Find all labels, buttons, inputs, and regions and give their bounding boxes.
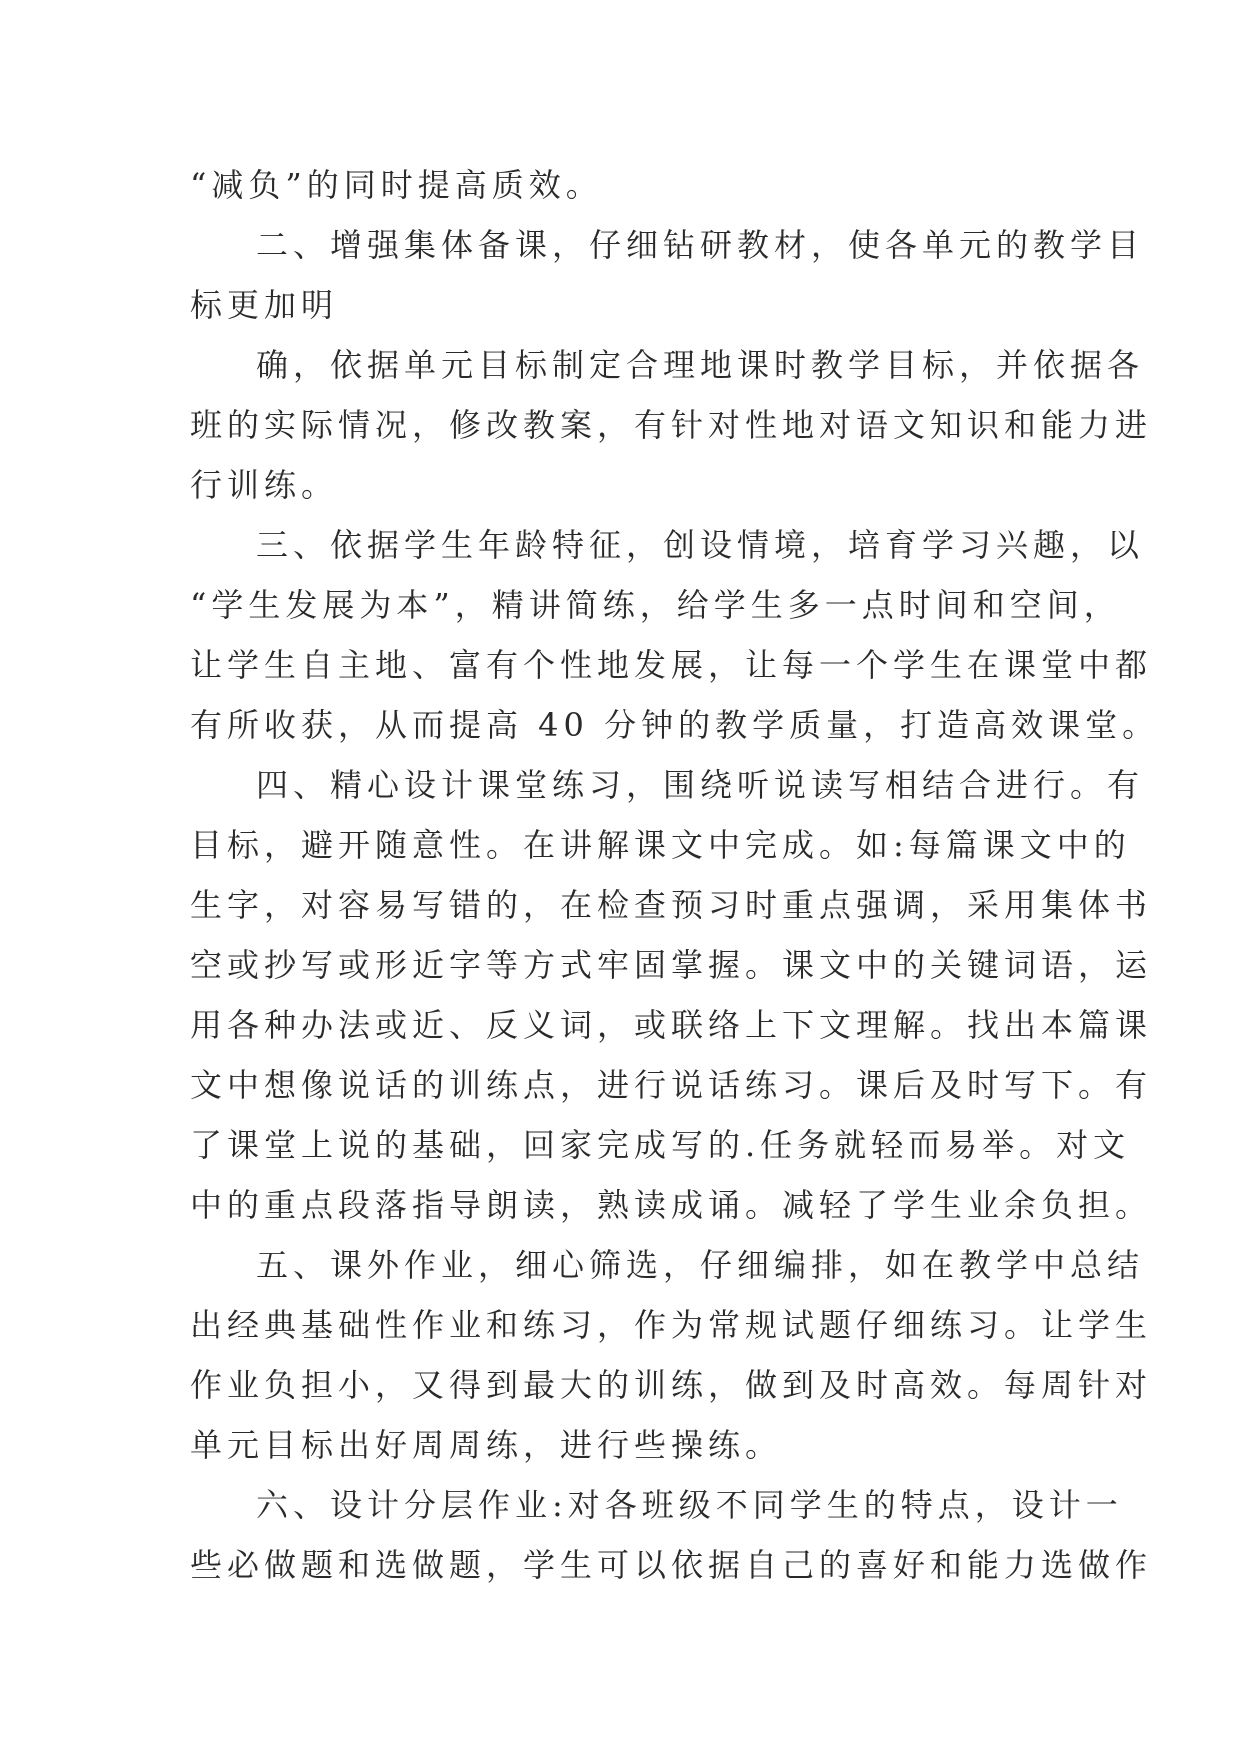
paragraph-3-line-1: 确，依据单元目标制定合理地课时教学目标，并依据各 xyxy=(256,346,1145,384)
text-line: 标更加明 xyxy=(190,286,339,324)
text-line: 单元目标出好周周练，进行些操练。 xyxy=(190,1426,783,1464)
text-line: 用各种办法或近、反义词，或联络上下文理解。找出本篇课 xyxy=(190,1006,1153,1044)
text-line: 班的实际情况，修改教案，有针对性地对语文知识和能力进 xyxy=(190,406,1153,444)
text-line: 生字，对容易写错的，在检查预习时重点强调，采用集体书 xyxy=(190,886,1153,924)
text-line: 了课堂上说的基础，回家完成写的.任务就轻而易举。对文 xyxy=(190,1126,1131,1164)
paragraph-7-line-1: 六、设计分层作业:对各班级不同学生的特点，设计一 xyxy=(256,1486,1123,1524)
paragraph-2-line-1: 二、增强集体备课，仔细钻研教材，使各单元的教学目 xyxy=(256,226,1145,264)
text-line: 文中想像说话的训练点，进行说话练习。课后及时写下。有 xyxy=(190,1066,1153,1104)
text-line: 空或抄写或形近字等方式牢固掌握。课文中的关键词语，运 xyxy=(190,946,1153,984)
text-line: 让学生自主地、富有个性地发展，让每一个学生在课堂中都 xyxy=(190,646,1153,684)
text-line: 有所收获，从而提高 40 分钟的教学质量，打造高效课堂。 xyxy=(190,706,1160,744)
text-line: 行训练。 xyxy=(190,466,339,504)
text-line: 中的重点段落指导朗读，熟读成诵。减轻了学生业余负担。 xyxy=(190,1186,1153,1224)
text-line: 作业负担小，又得到最大的训练，做到及时高效。每周针对 xyxy=(190,1366,1153,1404)
text-line: 出经典基础性作业和练习，作为常规试题仔细练习。让学生 xyxy=(190,1306,1153,1344)
paragraph-6-line-1: 五、课外作业，细心筛选，仔细编排，如在教学中总结 xyxy=(256,1246,1145,1284)
document-body xyxy=(190,155,1160,1595)
paragraph-5-line-1: 四、精心设计课堂练习，围绕听说读写相结合进行。有 xyxy=(256,766,1145,804)
paragraph-4-line-1: 三、依据学生年龄特征，创设情境，培育学习兴趣，以 xyxy=(256,526,1145,564)
text-line: 些必做题和选做题，学生可以依据自己的喜好和能力选做作 xyxy=(190,1546,1153,1584)
text-line: “减负”的同时提高质效。 xyxy=(190,166,603,204)
text-line: 目标，避开随意性。在讲解课文中完成。如:每篇课文中的 xyxy=(190,826,1131,864)
text-line: “学生发展为本”，精讲简练，给学生多一点时间和空间， xyxy=(190,586,1121,624)
